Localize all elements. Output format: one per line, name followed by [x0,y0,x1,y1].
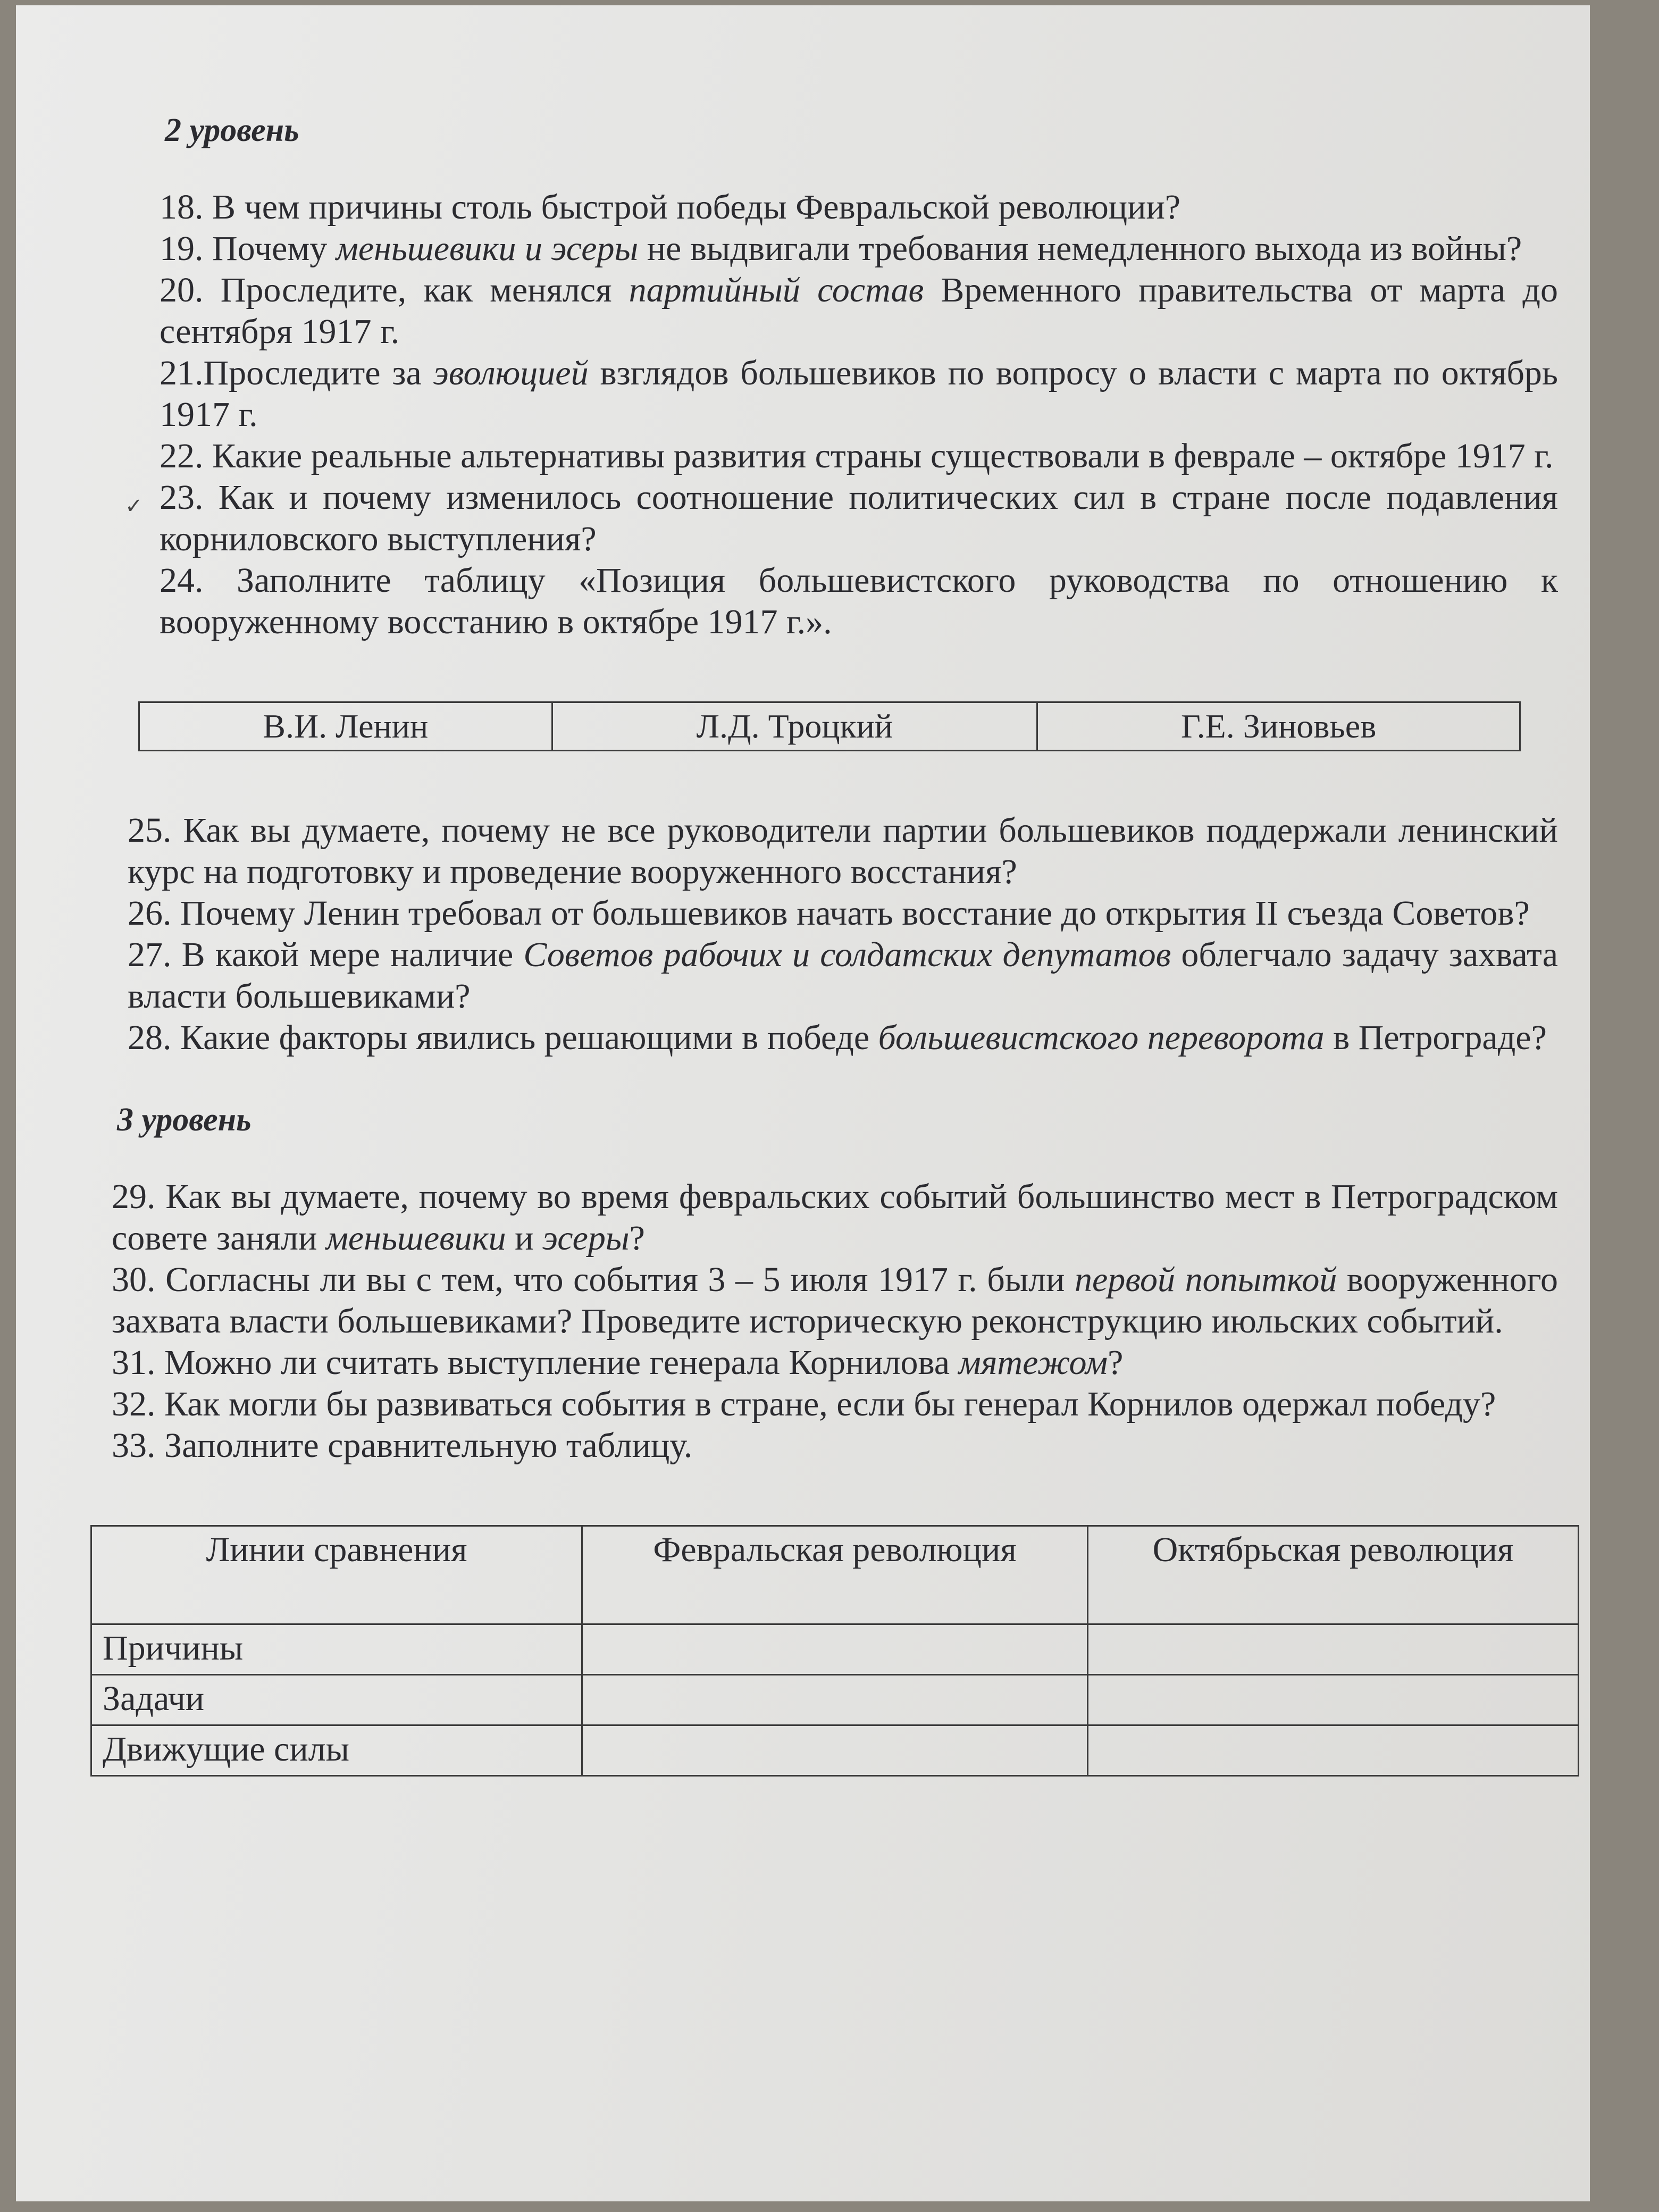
table-cell-empty [582,1725,1088,1776]
question-27: 27. В какой мере наличие Советов рабочих и солдатских депутатов облегчало задачу захвата власти большевиками? [128,935,1558,1016]
level-3-questions [112,1176,1558,1467]
table-header-lenin: В.И. Ленин [139,702,552,751]
table-row [139,702,1520,751]
bolshevik-positions-table [138,701,1521,751]
question-18: 18. В чем причины столь быстрой победы Февральской революции? [160,188,1181,227]
table-header-zinoviev: Г.Е. Зиновьев [1037,702,1520,751]
table-cell-empty [1087,1675,1578,1725]
question-31: 31. Можно ли считать выступление генерала Корнилова мятежом? [112,1343,1124,1382]
table-row [91,1624,1579,1675]
level-3-heading: 3 уровень [117,1102,252,1138]
worksheet-content [103,112,1559,1777]
question-28: 28. Какие факторы явились решающими в победе большевистского переворота в Петрограде? [128,1018,1547,1057]
question-26: 26. Почему Ленин требовал от большевиков начать восстание до открытия II съезда Советов? [128,894,1530,933]
question-29: 29. Как вы думаете, почему во время февральских событий большинство мест в Петроградском совете заняли меньшевики и эсеры? [112,1177,1558,1258]
worksheet-page [16,5,1590,2201]
question-19: 19. Почему меньшевики и эсеры не выдвигали требования немедленного выхода из войны? [160,229,1522,268]
revolutions-comparison-table [90,1525,1579,1777]
question-20: 20. Проследите, как менялся партийный состав Временного правительства от марта до сентября 1917 г. [160,271,1559,351]
question-24: 24. Заполните таблицу «Позиция большевистского руководства по отношению к вооруженному восстанию в октябре 1917 г.». [160,561,1558,641]
table-header-trotsky: Л.Д. Троцкий [552,702,1037,751]
question-30: 30. Согласны ли вы с тем, что события 3 – 5 июля 1917 г. были первой попыткой вооруженного захвата власти большевиками? Проведите историческую реконструкцию июльских событий. [112,1260,1558,1340]
table-header-cell: Октябрьская революция [1087,1526,1578,1624]
table-cell-empty [582,1624,1088,1675]
table-row-label: Движущие силы [91,1725,582,1776]
table-row-label: Причины [91,1624,582,1675]
table-row [91,1725,1579,1776]
table-cell-empty [1087,1624,1578,1675]
question-33: 33. Заполните сравнительную таблицу. [112,1426,693,1465]
table-row-label: Задачи [91,1675,582,1725]
level-2-questions-part1 [112,187,1558,643]
table-cell-empty [582,1675,1088,1725]
table-header-cell: Линии сравнения [91,1526,582,1624]
table-header-row [91,1526,1579,1624]
handwritten-checkmark: ✓ [125,494,143,518]
level-2-heading: 2 уровень [165,112,299,148]
question-25: 25. Как вы думаете, почему не все руководители партии большевиков поддержали ленинский курс на подготовку и проведение вооруженного восстания? [128,811,1558,891]
table-row [91,1675,1579,1725]
question-23: 23. Как и почему изменилось соотношение политических сил в стране после подавления корниловского выступления? [160,478,1558,558]
table-cell-empty [1087,1725,1578,1776]
question-32: 32. Как могли бы развиваться события в стране, если бы генерал Корнилов одержал победу? [112,1385,1496,1423]
level-2-questions-part2 [112,810,1558,1059]
table-header-cell: Февральская революция [582,1526,1088,1624]
question-21: 21.Проследите за эволюцией взглядов большевиков по вопросу о власти с марта по октябрь 1917 г. [160,354,1558,434]
question-22: 22. Какие реальные альтернативы развития страны существовали в феврале – октябре 1917 г. [160,437,1554,475]
